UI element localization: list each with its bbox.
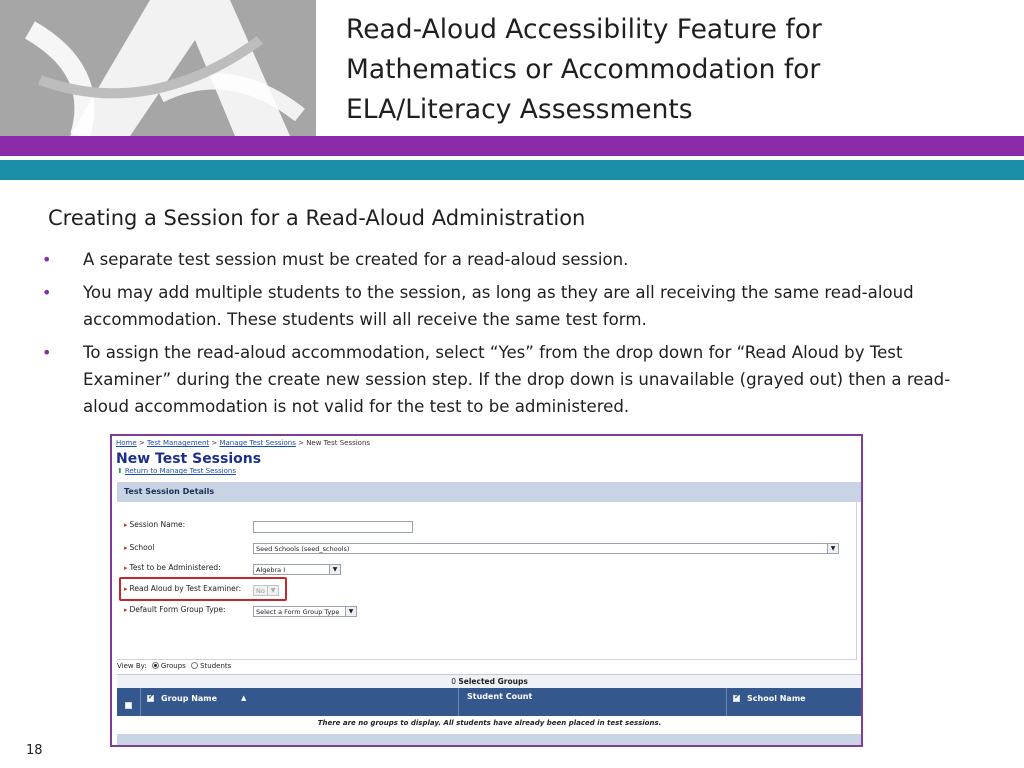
student-count-header[interactable] bbox=[459, 688, 727, 716]
bullet-item bbox=[42, 339, 972, 420]
selected-count: 0 bbox=[451, 677, 456, 686]
teal-band bbox=[0, 160, 1024, 180]
bullet-icon: • bbox=[42, 343, 52, 362]
bullet-text: To assign the read-aloud accommodation, select “Yes” from the drop down for “Read Aloud by Test Examiner” during the create new session step. If the drop down is unavailable (grayed out) then a read-aloud accommodation is not valid for the test to be administered. bbox=[83, 343, 951, 416]
group-name-checkbox[interactable] bbox=[147, 695, 154, 702]
school-name-checkbox[interactable] bbox=[733, 695, 740, 702]
students-radio[interactable] bbox=[191, 662, 198, 669]
groups-radio-label[interactable]: Groups bbox=[160, 662, 186, 670]
session-name-label-text: Session Name: bbox=[129, 520, 186, 529]
page-title: New Test Sessions bbox=[116, 451, 262, 467]
bullet-text: You may add multiple students to the session, as long as they are all receiving the same read-aloud accommodation. These students will all receive the same test form. bbox=[83, 283, 914, 329]
slide-title: Read-Aloud Accessibility Feature for Mathematics or Accommodation for ELA/Literacy Assessments bbox=[346, 14, 822, 125]
page-number: 18 bbox=[26, 743, 43, 758]
groups-radio[interactable] bbox=[152, 662, 159, 669]
students-radio-label[interactable]: Students bbox=[200, 662, 232, 670]
form-group-select-value: Select a Form Group Type bbox=[256, 608, 340, 616]
bullet-text: A separate test session must be created for a read-aloud session. bbox=[83, 250, 629, 269]
student-count-header-label[interactable]: Student Count bbox=[467, 692, 533, 701]
select-all-cell bbox=[117, 688, 141, 716]
selected-label: Selected Groups bbox=[458, 677, 528, 686]
parcc-logo bbox=[0, 0, 316, 136]
group-name-header[interactable] bbox=[141, 688, 459, 716]
test-select-value: Algebra I bbox=[256, 566, 286, 574]
bullet-icon: • bbox=[42, 283, 52, 302]
school-name-header[interactable] bbox=[727, 688, 862, 716]
return-link-label[interactable]: Return to Manage Test Sessions bbox=[124, 467, 236, 475]
session-name-input[interactable] bbox=[253, 521, 413, 533]
bullet-item bbox=[42, 246, 972, 273]
school-label bbox=[124, 543, 154, 552]
chevron-down-icon[interactable]: ▼ bbox=[827, 544, 838, 553]
test-label bbox=[124, 563, 221, 572]
breadcrumb-test-management-link[interactable]: Test Management bbox=[147, 439, 210, 447]
form-group-select[interactable] bbox=[253, 606, 357, 617]
test-select[interactable] bbox=[253, 564, 341, 575]
required-marker-icon: ▸ bbox=[124, 606, 128, 614]
form-group-label-text: Default Form Group Type: bbox=[129, 605, 226, 614]
view-by-label: View By: bbox=[117, 662, 147, 670]
breadcrumb-manage-sessions-link[interactable]: Manage Test Sessions bbox=[219, 439, 296, 447]
app-screenshot bbox=[110, 434, 863, 747]
purple-band bbox=[0, 136, 1024, 156]
breadcrumb-separator: > bbox=[295, 439, 307, 447]
chevron-down-icon[interactable]: ▼ bbox=[329, 565, 340, 574]
required-marker-icon: ▸ bbox=[124, 544, 128, 552]
form-group-label bbox=[124, 605, 226, 614]
school-select[interactable] bbox=[253, 543, 839, 554]
read-aloud-label-text: Read Aloud by Test Examiner: bbox=[129, 584, 242, 593]
grid-header bbox=[117, 688, 862, 716]
selected-groups-bar bbox=[117, 674, 862, 688]
up-arrow-icon: ⬆ bbox=[117, 467, 123, 475]
view-by bbox=[117, 662, 231, 670]
select-all-checkbox[interactable] bbox=[125, 702, 132, 709]
breadcrumb-separator: > bbox=[136, 439, 147, 447]
section-heading: Creating a Session for a Read-Aloud Administration bbox=[48, 206, 586, 230]
required-marker-icon: ▸ bbox=[124, 521, 128, 529]
read-aloud-select-value: No bbox=[256, 587, 265, 595]
chevron-down-icon[interactable]: ▼ bbox=[267, 586, 278, 595]
return-link[interactable] bbox=[117, 467, 236, 475]
breadcrumb bbox=[116, 439, 370, 447]
group-name-header-label[interactable]: Group Name bbox=[161, 694, 218, 703]
grid-empty-message: There are no groups to display. All students have already been placed in test sessions. bbox=[317, 719, 662, 727]
required-marker-icon: ▸ bbox=[124, 564, 128, 572]
breadcrumb-home-link[interactable]: Home bbox=[116, 439, 137, 447]
required-marker-icon: ▸ bbox=[124, 585, 128, 593]
school-select-value: Seed Schools (seed_schools) bbox=[256, 545, 350, 553]
details-header: Test Session Details bbox=[117, 482, 862, 502]
test-label-text: Test to be Administered: bbox=[129, 563, 221, 572]
chevron-down-icon[interactable]: ▼ bbox=[345, 607, 356, 616]
breadcrumb-current: New Test Sessions bbox=[306, 439, 371, 447]
bullet-item bbox=[42, 279, 972, 333]
school-label-text: School bbox=[129, 543, 155, 552]
bullet-list bbox=[42, 246, 972, 426]
grid-footer bbox=[117, 734, 862, 746]
sort-up-icon[interactable]: ▲ bbox=[241, 694, 247, 702]
breadcrumb-separator: > bbox=[209, 439, 220, 447]
school-name-header-label[interactable]: School Name bbox=[747, 694, 806, 703]
bullet-icon: • bbox=[42, 250, 52, 269]
read-aloud-highlight-box bbox=[119, 577, 287, 601]
session-name-label bbox=[124, 520, 185, 529]
